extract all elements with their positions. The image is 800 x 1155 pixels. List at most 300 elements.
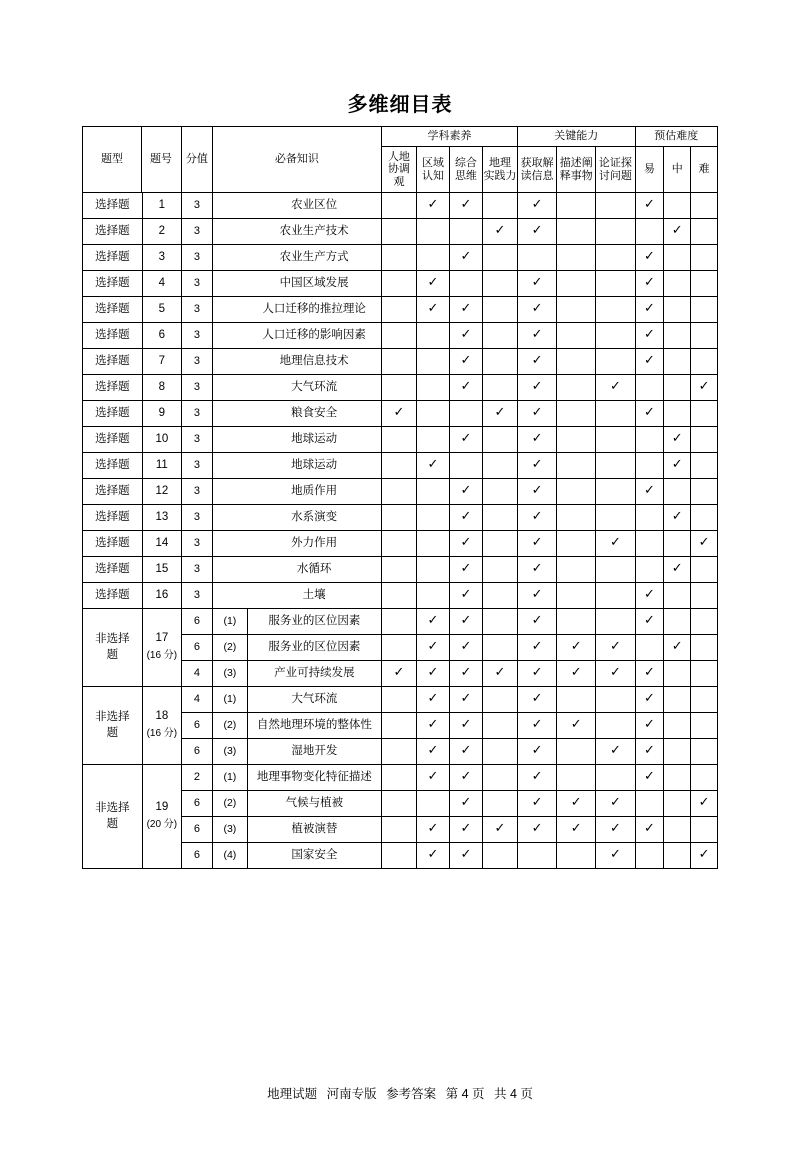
cell-literacy-2 [449,452,482,478]
cell-subquestion: (2) [212,634,247,660]
cell-literacy-3 [482,296,517,322]
cell-ability-2 [596,608,635,634]
cell-subquestion [212,374,247,400]
cell-score: 3 [181,426,212,452]
cell-difficulty-0 [635,426,664,452]
cell-knowledge: 湿地开发 [247,738,381,764]
cell-question-type: 非选择 题 [83,608,143,686]
cell-difficulty-2 [691,738,718,764]
cell-subquestion: (4) [212,842,247,868]
cell-question-number: 7 [142,348,181,374]
cell-ability-0: ✓ [517,192,556,218]
cell-difficulty-0 [635,504,664,530]
cell-difficulty-0 [635,374,664,400]
cell-ability-0: ✓ [517,530,556,556]
cell-ability-1: ✓ [557,712,596,738]
cell-question-type: 选择题 [83,322,143,348]
cell-score: 3 [181,582,212,608]
cell-literacy-3 [482,504,517,530]
cell-knowledge: 自然地理环境的整体性 [247,712,381,738]
cell-difficulty-1: ✓ [664,426,691,452]
cell-literacy-3 [482,608,517,634]
cell-subquestion: (3) [212,816,247,842]
cell-ability-0: ✓ [517,712,556,738]
cell-ability-0: ✓ [517,634,556,660]
cell-subquestion [212,192,247,218]
cell-knowledge: 大气环流 [247,686,381,712]
cell-difficulty-2 [691,426,718,452]
cell-question-type: 非选择 题 [83,686,143,764]
cell-literacy-0 [381,270,416,296]
cell-ability-2: ✓ [596,842,635,868]
cell-difficulty-2 [691,192,718,218]
cell-difficulty-0: ✓ [635,764,664,790]
header-group-literacy: 学科素养 [381,127,517,147]
cell-difficulty-0 [635,530,664,556]
cell-question-type: 选择题 [83,504,143,530]
cell-ability-1 [557,582,596,608]
cell-score: 3 [181,556,212,582]
cell-difficulty-0: ✓ [635,582,664,608]
cell-question-type: 选择题 [83,478,143,504]
cell-score: 4 [181,660,212,686]
cell-literacy-3: ✓ [482,816,517,842]
cell-literacy-0 [381,634,416,660]
cell-ability-1 [557,192,596,218]
cell-difficulty-0: ✓ [635,478,664,504]
cell-literacy-0 [381,686,416,712]
cell-ability-1 [557,530,596,556]
cell-ability-1 [557,348,596,374]
cell-knowledge: 地球运动 [247,426,381,452]
cell-subquestion [212,296,247,322]
cell-ability-0: ✓ [517,400,556,426]
cell-difficulty-2 [691,816,718,842]
cell-literacy-0 [381,348,416,374]
footer-page: 第 4 页 [445,1087,485,1101]
cell-ability-2: ✓ [596,634,635,660]
cell-ability-1: ✓ [557,660,596,686]
cell-question-type: 选择题 [83,192,143,218]
cell-literacy-1: ✓ [416,192,449,218]
cell-ability-2 [596,556,635,582]
cell-literacy-0: ✓ [381,660,416,686]
cell-score: 3 [181,400,212,426]
cell-literacy-3 [482,270,517,296]
header-literacy-3: 地理 实践力 [482,147,517,192]
cell-literacy-0 [381,738,416,764]
cell-literacy-2: ✓ [449,192,482,218]
cell-question-number: 1 [142,192,181,218]
cell-knowledge: 水循环 [247,556,381,582]
cell-difficulty-0: ✓ [635,322,664,348]
table-row [83,192,718,218]
cell-score: 3 [181,504,212,530]
cell-ability-2 [596,686,635,712]
cell-score: 3 [181,192,212,218]
table-row [83,348,718,374]
cell-literacy-1 [416,556,449,582]
table-header-groups [83,127,718,147]
cell-literacy-0 [381,582,416,608]
cell-difficulty-2 [691,348,718,374]
cell-literacy-1: ✓ [416,686,449,712]
cell-literacy-3: ✓ [482,400,517,426]
cell-ability-0: ✓ [517,738,556,764]
cell-literacy-3 [482,582,517,608]
table-row [83,764,718,790]
cell-knowledge: 服务业的区位因素 [247,634,381,660]
table-row [83,478,718,504]
cell-literacy-3 [482,348,517,374]
cell-literacy-0 [381,816,416,842]
cell-question-number: 8 [142,374,181,400]
cell-difficulty-2 [691,218,718,244]
cell-ability-2 [596,348,635,374]
footer-answer: 参考答案 [386,1087,437,1101]
header-type-label: 题型 [83,127,142,192]
table-row [83,556,718,582]
cell-subquestion: (1) [212,686,247,712]
cell-ability-1: ✓ [557,634,596,660]
cell-question-number: 2 [142,218,181,244]
cell-ability-2: ✓ [596,530,635,556]
header-literacy-2: 综合 思维 [449,147,482,192]
cell-subquestion: (2) [212,790,247,816]
cell-literacy-0 [381,478,416,504]
cell-literacy-1: ✓ [416,452,449,478]
cell-literacy-0 [381,218,416,244]
cell-literacy-3 [482,556,517,582]
cell-literacy-2: ✓ [449,322,482,348]
cell-ability-2: ✓ [596,738,635,764]
cell-difficulty-0: ✓ [635,738,664,764]
cell-difficulty-2 [691,452,718,478]
cell-literacy-0 [381,296,416,322]
cell-subquestion [212,270,247,296]
cell-difficulty-1 [664,322,691,348]
table-row [83,452,718,478]
cell-literacy-3 [482,192,517,218]
cell-difficulty-0: ✓ [635,816,664,842]
cell-ability-0: ✓ [517,270,556,296]
cell-ability-1 [557,686,596,712]
cell-ability-1 [557,400,596,426]
header-ability-1: 描述阐 释事物 [557,147,596,192]
header-score: 分值 [181,127,212,193]
cell-literacy-2: ✓ [449,504,482,530]
cell-difficulty-2 [691,556,718,582]
table-row [83,322,718,348]
cell-literacy-1 [416,400,449,426]
cell-literacy-2 [449,270,482,296]
cell-knowledge: 地理事物变化特征描述 [247,764,381,790]
cell-literacy-0 [381,556,416,582]
cell-difficulty-1 [664,348,691,374]
cell-difficulty-1: ✓ [664,556,691,582]
header-type [83,127,182,193]
cell-knowledge: 植被演替 [247,816,381,842]
table-row [83,296,718,322]
cell-difficulty-2 [691,400,718,426]
footer-edition: 河南专版 [326,1087,377,1101]
cell-difficulty-1 [664,400,691,426]
cell-subquestion [212,556,247,582]
header-literacy-1: 区域 认知 [416,147,449,192]
cell-difficulty-1 [664,816,691,842]
cell-ability-2 [596,192,635,218]
table-row [83,400,718,426]
cell-ability-0: ✓ [517,816,556,842]
cell-ability-1 [557,738,596,764]
cell-ability-1 [557,608,596,634]
cell-question-number: 4 [142,270,181,296]
table-row [83,530,718,556]
cell-difficulty-1 [664,192,691,218]
cell-knowledge: 人口迁移的推拉理论 [247,296,381,322]
cell-difficulty-0: ✓ [635,660,664,686]
cell-subquestion: (1) [212,764,247,790]
cell-difficulty-0: ✓ [635,686,664,712]
cell-score: 3 [181,478,212,504]
cell-difficulty-1 [664,686,691,712]
cell-knowledge: 外力作用 [247,530,381,556]
cell-knowledge: 服务业的区位因素 [247,608,381,634]
cell-subquestion: (2) [212,712,247,738]
cell-literacy-2: ✓ [449,738,482,764]
cell-question-number: 14 [142,530,181,556]
cell-difficulty-2 [691,504,718,530]
cell-score: 3 [181,296,212,322]
cell-ability-1 [557,842,596,868]
cell-question-type: 选择题 [83,348,143,374]
cell-literacy-1: ✓ [416,270,449,296]
cell-difficulty-1 [664,842,691,868]
cell-literacy-0 [381,712,416,738]
cell-subquestion [212,530,247,556]
cell-difficulty-2: ✓ [691,374,718,400]
cell-literacy-1 [416,426,449,452]
cell-question-number: 18 (16 分) [142,686,181,764]
cell-difficulty-2: ✓ [691,842,718,868]
cell-literacy-2: ✓ [449,244,482,270]
cell-literacy-0 [381,608,416,634]
header-difficulty-0: 易 [635,147,664,192]
cell-difficulty-2 [691,764,718,790]
cell-difficulty-2: ✓ [691,790,718,816]
cell-ability-2 [596,582,635,608]
footer-subject: 地理试题 [267,1087,318,1101]
cell-ability-2 [596,244,635,270]
cell-ability-2 [596,296,635,322]
cell-score: 6 [181,634,212,660]
cell-ability-0: ✓ [517,426,556,452]
cell-literacy-1: ✓ [416,764,449,790]
cell-score: 6 [181,790,212,816]
cell-literacy-2: ✓ [449,712,482,738]
header-number-label: 题号 [150,153,172,165]
cell-ability-1 [557,296,596,322]
cell-ability-1 [557,478,596,504]
cell-question-number: 6 [142,322,181,348]
cell-score: 6 [181,738,212,764]
cell-difficulty-1 [664,582,691,608]
cell-literacy-3 [482,452,517,478]
cell-ability-2 [596,764,635,790]
cell-literacy-3: ✓ [482,218,517,244]
cell-literacy-2: ✓ [449,608,482,634]
cell-difficulty-1 [664,712,691,738]
cell-literacy-1: ✓ [416,738,449,764]
cell-difficulty-0: ✓ [635,348,664,374]
cell-subquestion: (1) [212,608,247,634]
cell-literacy-2: ✓ [449,660,482,686]
cell-literacy-1 [416,322,449,348]
cell-ability-2: ✓ [596,374,635,400]
cell-subquestion: (3) [212,660,247,686]
cell-ability-0: ✓ [517,660,556,686]
cell-difficulty-2 [691,582,718,608]
cell-score: 3 [181,322,212,348]
cell-ability-0 [517,244,556,270]
cell-knowledge: 中国区域发展 [247,270,381,296]
table-row [83,686,718,712]
cell-literacy-3 [482,244,517,270]
cell-ability-2: ✓ [596,660,635,686]
cell-question-type: 选择题 [83,556,143,582]
cell-difficulty-1 [664,608,691,634]
cell-ability-0: ✓ [517,504,556,530]
cell-knowledge: 地质作用 [247,478,381,504]
cell-knowledge: 农业生产方式 [247,244,381,270]
cell-literacy-3 [482,738,517,764]
cell-difficulty-2 [691,270,718,296]
cell-difficulty-1: ✓ [664,504,691,530]
cell-knowledge: 气候与植被 [247,790,381,816]
cell-difficulty-1 [664,764,691,790]
table-row [83,608,718,634]
cell-subquestion [212,400,247,426]
cell-literacy-3: ✓ [482,660,517,686]
cell-score: 6 [181,842,212,868]
cell-question-type: 选择题 [83,452,143,478]
cell-knowledge: 产业可持续发展 [247,660,381,686]
cell-question-type: 选择题 [83,244,143,270]
page-title: 多维细目表 [347,94,453,116]
cell-difficulty-0 [635,842,664,868]
cell-score: 3 [181,348,212,374]
cell-ability-1 [557,244,596,270]
cell-knowledge: 农业区位 [247,192,381,218]
cell-literacy-2: ✓ [449,426,482,452]
cell-literacy-0 [381,426,416,452]
cell-question-type: 选择题 [83,218,143,244]
cell-subquestion [212,244,247,270]
cell-question-type: 选择题 [83,582,143,608]
cell-question-number: 3 [142,244,181,270]
cell-difficulty-1 [664,790,691,816]
cell-ability-2 [596,504,635,530]
cell-ability-1 [557,764,596,790]
cell-difficulty-2 [691,296,718,322]
cell-difficulty-1: ✓ [664,634,691,660]
cell-difficulty-2 [691,244,718,270]
cell-ability-2 [596,452,635,478]
table-row [83,504,718,530]
cell-literacy-0 [381,842,416,868]
cell-difficulty-2 [691,686,718,712]
cell-subquestion [212,504,247,530]
cell-literacy-0 [381,452,416,478]
cell-question-number: 10 [142,426,181,452]
cell-ability-1: ✓ [557,790,596,816]
cell-ability-0: ✓ [517,608,556,634]
cell-question-number: 5 [142,296,181,322]
cell-literacy-2: ✓ [449,686,482,712]
cell-literacy-0: ✓ [381,400,416,426]
cell-question-number: 11 [142,452,181,478]
cell-literacy-0 [381,192,416,218]
cell-ability-0: ✓ [517,686,556,712]
cell-question-type: 非选择 题 [83,764,143,868]
cell-ability-1 [557,556,596,582]
specification-table [82,126,718,869]
cell-subquestion [212,218,247,244]
cell-ability-2: ✓ [596,816,635,842]
cell-difficulty-1 [664,478,691,504]
cell-literacy-3 [482,712,517,738]
cell-difficulty-0: ✓ [635,608,664,634]
cell-literacy-1: ✓ [416,296,449,322]
cell-literacy-0 [381,764,416,790]
cell-score: 3 [181,530,212,556]
cell-ability-0: ✓ [517,296,556,322]
cell-ability-2 [596,426,635,452]
cell-difficulty-0 [635,556,664,582]
cell-ability-0: ✓ [517,348,556,374]
header-group-ability: 关键能力 [517,127,635,147]
cell-ability-0: ✓ [517,790,556,816]
cell-ability-2 [596,478,635,504]
cell-difficulty-1: ✓ [664,452,691,478]
cell-literacy-3 [482,426,517,452]
cell-ability-0: ✓ [517,582,556,608]
cell-score: 3 [181,218,212,244]
cell-literacy-2: ✓ [449,348,482,374]
header-difficulty-2: 难 [691,147,718,192]
table-row [83,426,718,452]
cell-literacy-1: ✓ [416,816,449,842]
cell-literacy-2 [449,218,482,244]
cell-difficulty-0: ✓ [635,712,664,738]
cell-question-type: 选择题 [83,530,143,556]
cell-literacy-3 [482,374,517,400]
cell-literacy-1: ✓ [416,712,449,738]
cell-ability-1 [557,452,596,478]
cell-literacy-3 [482,322,517,348]
cell-literacy-2: ✓ [449,556,482,582]
table-row [83,270,718,296]
cell-literacy-2: ✓ [449,478,482,504]
cell-ability-0 [517,842,556,868]
cell-knowledge: 人口迁移的影响因素 [247,322,381,348]
cell-literacy-0 [381,790,416,816]
cell-literacy-1 [416,790,449,816]
table-body [83,192,718,868]
cell-difficulty-2 [691,660,718,686]
cell-difficulty-2 [691,634,718,660]
cell-difficulty-0 [635,790,664,816]
